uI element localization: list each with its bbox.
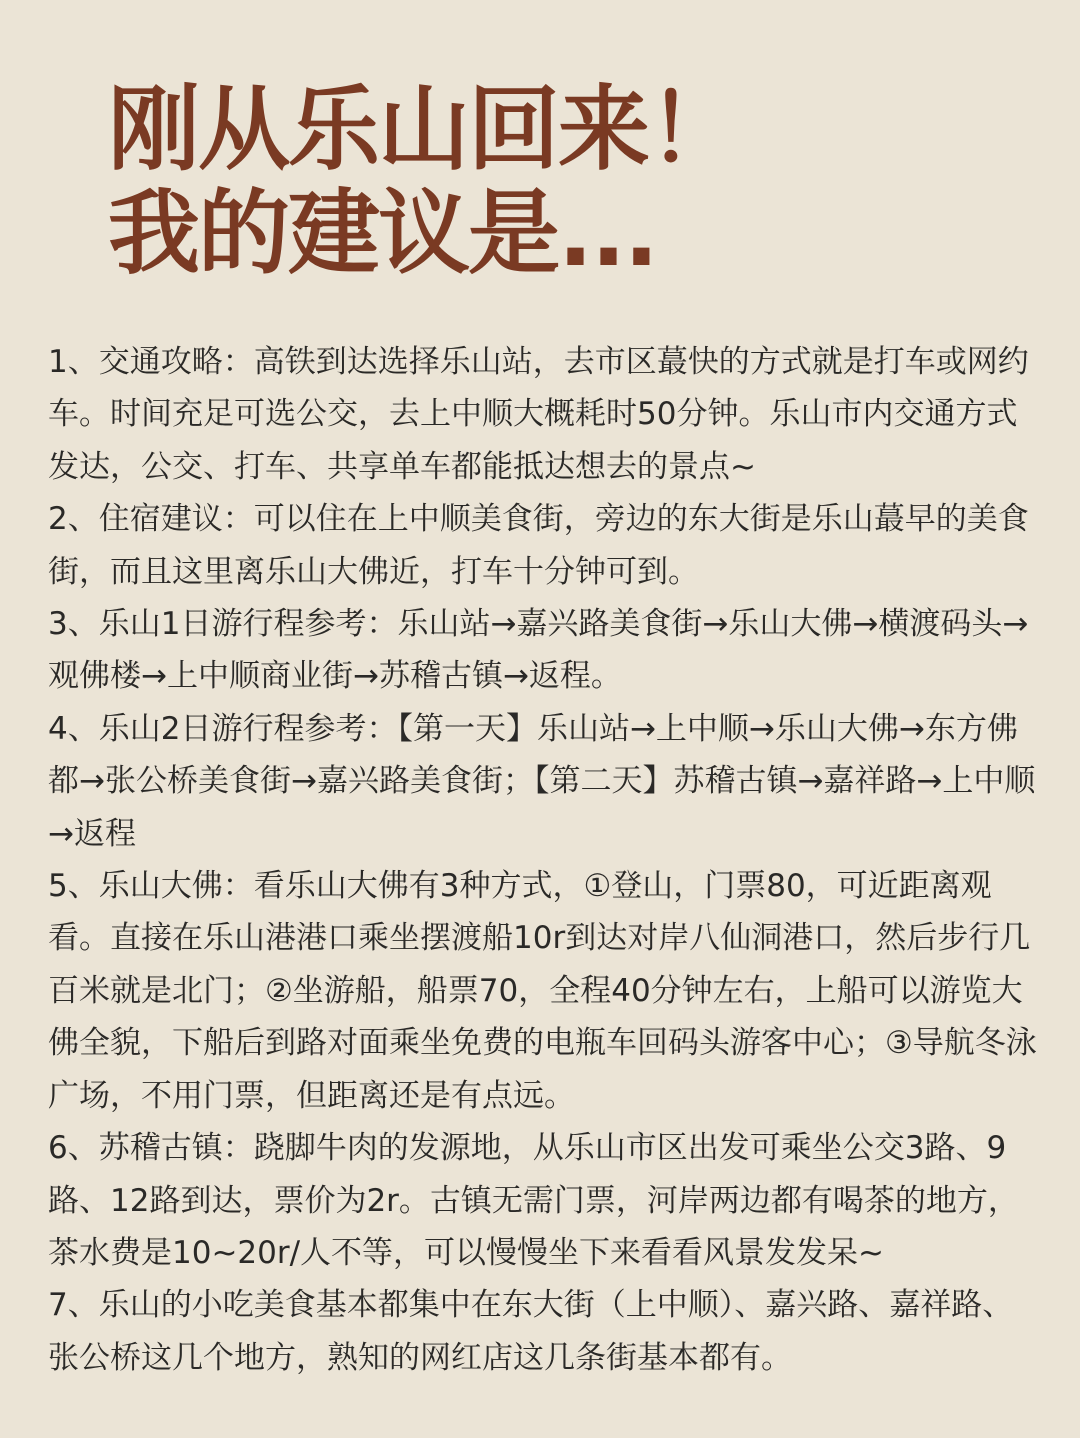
tip-item-suji-town: 6、苏稽古镇：跷脚牛肉的发源地，从乐山市区出发可乘坐公交3路、9路、12路到达，票价为2r。古镇无需门票，河岸两边都有喝茶的地方，茶水费是10~20r/人不等，可以慢慢坐下来看看风景发发呆~	[48, 1130, 1019, 1271]
tip-item-giant-buddha: 5、乐山大佛：看乐山大佛有3种方式，①登山，门票80，可近距离观看。直接在乐山港港口乘坐摆渡船10r到达对岸八仙洞港口，然后步行几百米就是北门；②坐游船，船票70，全程40分钟左右，上船可以游览大佛全貌，下船后到路对面乘坐免费的电瓶车回码头游客中心；③导航冬泳广场，不用门票，但距离还是有点远。	[48, 868, 1037, 1114]
tip-item-one-day-itinerary: 3、乐山1日游行程参考：乐山站→嘉兴路美食街→乐山大佛→横渡码头→观佛楼→上中顺商业街→苏稽古镇→返程。	[48, 606, 1029, 695]
tip-item-transport: 1、交通攻略：高铁到达选择乐山站，去市区蕞快的方式就是打车或网约车。时间充足可选公交，去上中顺大概耗时50分钟。乐山市内交通方式发达，公交、打车、共享单车都能抵达想去的景点~	[48, 344, 1029, 485]
page-title	[108, 78, 738, 286]
tip-item-food: 7、乐山的小吃美食基本都集中在东大街（上中顺）、嘉兴路、嘉祥路、张公桥这几个地方，熟知的网红店这几条街基本都有。	[48, 1287, 1014, 1376]
tips-list	[48, 336, 1040, 1384]
title-line-2: 我的建议是...	[108, 180, 657, 287]
tip-item-two-day-itinerary: 4、乐山2日游行程参考：【第一天】乐山站→上中顺→乐山大佛→东方佛都→张公桥美食街→嘉兴路美食街；【第二天】苏稽古镇→嘉祥路→上中顺→返程	[48, 710, 1036, 852]
tip-item-accommodation: 2、住宿建议：可以住在上中顺美食街，旁边的东大街是乐山蕞早的美食街，而且这里离乐山大佛近，打车十分钟可到。	[48, 501, 1029, 590]
title-line-1: 刚从乐山回来！	[108, 76, 739, 183]
